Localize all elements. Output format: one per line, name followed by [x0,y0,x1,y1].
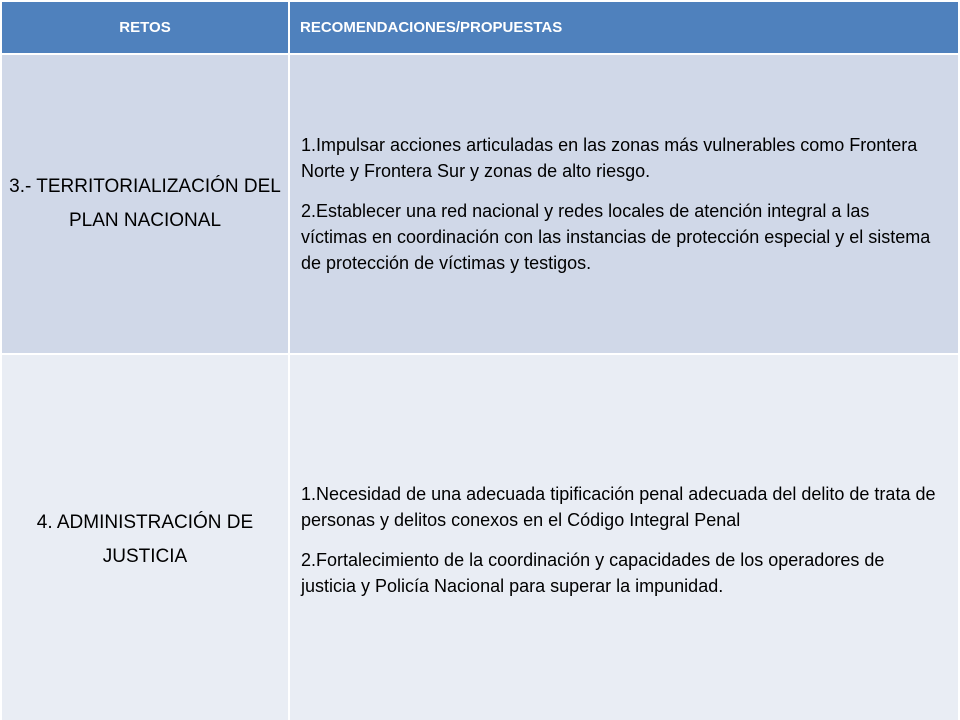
recomendacion-item: 1.Impulsar acciones articuladas en las zonas más vulnerables como Frontera Norte y Frontera Sur y zonas de alto riesgo. [301,135,918,181]
reto-administracion-justicia: 4. ADMINISTRACIÓN DE JUSTICIA [1,354,289,720]
reto-territorializacion: 3.- TERRITORIALIZACIÓN DEL PLAN NACIONAL [1,54,289,354]
table-row [1,54,959,354]
recomendacion-item: 2.Fortalecimiento de la coordinación y capacidades de los operadores de justicia y Policía Nacional para superar la impunidad. [301,549,885,596]
recomendacion-item: 2.Establecer una red nacional y redes locales de atención integral a las víctimas en coordinación con las instancias de protección especial y el sistema de protección de víctimas y testigos. [301,201,931,273]
header-retos: RETOS [1,1,289,54]
table-row [1,354,959,720]
recomendaciones-cell [289,54,959,354]
recomendaciones-cell [289,354,959,720]
table-header-row [1,1,959,54]
header-recomendaciones: RECOMENDACIONES/PROPUESTAS [289,1,959,54]
recomendacion-item: 1.Necesidad de una adecuada tipificación penal adecuada del delito de trata de personas y delitos conexos en el Código Integral Penal [301,483,936,530]
